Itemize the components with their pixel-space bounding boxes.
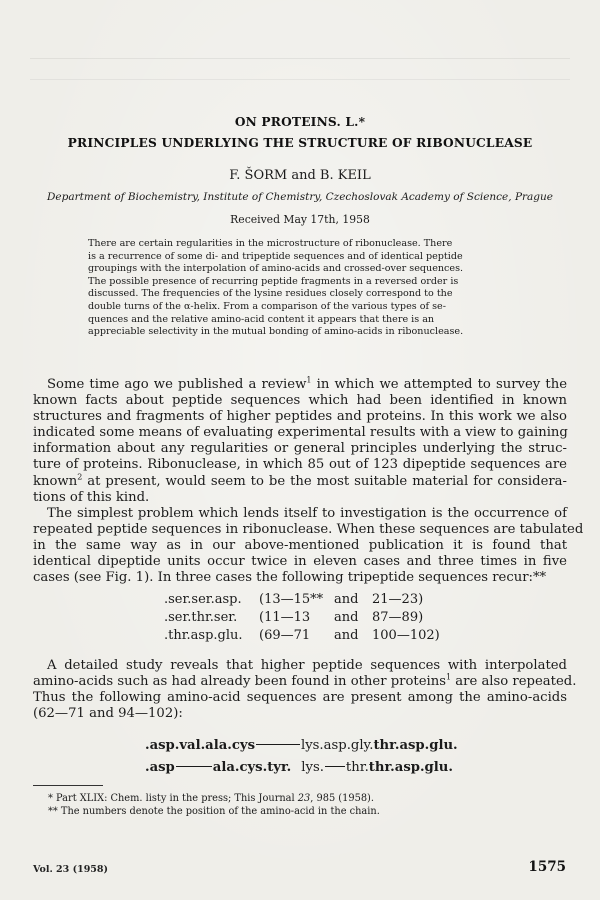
footnote-text: The numbers denote the position of the amino-acid in the chain. bbox=[60, 806, 380, 817]
show-through-ghost bbox=[30, 58, 570, 80]
tripeptide-position-2: 21—23) bbox=[372, 592, 424, 607]
body-line: known$^2$ at present, would seem to be the most suitable material for considera- bbox=[33, 472, 567, 489]
body-paragraph-1 bbox=[33, 377, 567, 506]
reference-mark: 2 bbox=[77, 472, 83, 482]
abstract-line: The possible presence of recurring peptide fragments in a reversed order is bbox=[88, 275, 459, 287]
footnote-tail: , 985 (1958). bbox=[310, 793, 374, 804]
tripeptide-sequence: .ser.ser.asp. bbox=[164, 592, 242, 607]
tripeptide-position-1: (11—13 bbox=[259, 610, 311, 625]
body-line: cases (see Fig. 1). In three cases the following tripeptide sequences recur:** bbox=[33, 570, 547, 586]
abstract-line: is a recurrence of some di- and tripeptide sequences and of identical peptide bbox=[88, 250, 463, 262]
body-line: amino-acids such as had already been found in other proteins$^1$ are also repeated. bbox=[33, 672, 577, 690]
footnote-volume: 23 bbox=[297, 793, 311, 804]
abstract-line: discussed. The frequencies of the lysine residues closely correspond to the bbox=[88, 288, 453, 300]
footnote-2 bbox=[48, 806, 380, 818]
abstract bbox=[88, 238, 512, 339]
interpolation-dash bbox=[256, 744, 300, 745]
body-line: (62—71 and 94—102): bbox=[33, 706, 183, 722]
abstract-line: quences and the relative amino-acid content it appears that there is an bbox=[88, 313, 435, 325]
interpolation-dash bbox=[325, 766, 345, 767]
footnote-text: Part XLIX: Chem. listy in the press; This Journal bbox=[56, 793, 298, 804]
body-line: The simplest problem which lends itself to investigation is the occurrence of bbox=[47, 506, 567, 521]
interpolation-dash bbox=[176, 766, 212, 767]
body-line: tions of this kind. bbox=[33, 489, 150, 505]
sequence-segment: lys.asp.gly.thr.asp.glu. bbox=[301, 738, 458, 753]
body-line: repeated peptide sequences in ribonuclease. When these sequences are tabulated bbox=[33, 522, 584, 538]
body-paragraph-3 bbox=[33, 658, 577, 722]
body-line: structures and fragments of higher peptides and proteins. In this work we also bbox=[33, 409, 567, 425]
body-line: in the same way as in our above-mentioned publication it is found that bbox=[33, 538, 567, 554]
body-line: information about any regularities or general principles underlying the struc- bbox=[33, 441, 567, 457]
received-date: Received May 17th, 1958 bbox=[230, 213, 370, 226]
volume-label: Vol. 23 (1958) bbox=[33, 864, 109, 875]
tripeptide-table bbox=[164, 591, 442, 645]
amino-acid-row-2 bbox=[145, 757, 458, 779]
tripeptide-position-1: (13—15** bbox=[259, 592, 324, 607]
footnote-mark: ** bbox=[48, 806, 58, 817]
tripeptide-position-2: 87—89) bbox=[372, 610, 424, 625]
tripeptide-position-1: (69—71 bbox=[259, 628, 311, 643]
sequence-segment: thr.thr.asp.glu. bbox=[345, 760, 453, 775]
amino-acid-row-1 bbox=[145, 735, 458, 757]
tripeptide-row bbox=[164, 627, 442, 645]
body-line: identical dipeptide units occur twice in eleven cases and three times in five bbox=[33, 554, 567, 570]
tripeptide-row bbox=[164, 609, 442, 627]
body-line: indicated some means of evaluating experimental results with a view to gaining bbox=[33, 425, 568, 441]
body-paragraph-2 bbox=[33, 506, 584, 586]
abstract-line: double turns of the α-helix. From a comparison of the various types of se- bbox=[88, 300, 446, 312]
tripeptide-and: and bbox=[334, 610, 359, 625]
footnote-1 bbox=[48, 793, 374, 805]
tripeptide-position-2: 100—102) bbox=[372, 628, 440, 643]
body-line: Some time ago we published a review$^1$ in which we attempted to survey the bbox=[47, 375, 567, 392]
body-line: Thus the following amino-acid sequences are present among the amino-acids bbox=[33, 690, 567, 706]
body-line: known facts about peptide sequences which had been identified in known bbox=[33, 393, 567, 409]
abstract-line: groupings with the interpolation of amino-acids and crossed-over sequences. bbox=[88, 263, 464, 275]
footnote-mark: * bbox=[48, 793, 53, 804]
article-title-line1: ON PROTEINS. L.* bbox=[234, 115, 366, 129]
tripeptide-row bbox=[164, 591, 442, 609]
body-line: A detailed study reveals that higher peptide sequences with interpolated bbox=[47, 658, 567, 673]
reference-mark: 1 bbox=[306, 375, 312, 385]
body-line: ture of proteins. Ribonuclease, in which 85 out of 123 dipeptide sequences are bbox=[33, 457, 567, 473]
sequence-segment: lys. bbox=[301, 760, 324, 775]
reference-mark: 1 bbox=[446, 672, 452, 682]
abstract-line: There are certain regularities in the microstructure of ribonuclease. There bbox=[88, 238, 453, 249]
authors: F. ŠORM and B. KEIL bbox=[229, 168, 371, 183]
sequence-segment: ala.cys.tyr. bbox=[212, 760, 292, 775]
affiliation: Department of Biochemistry, Institute of Chemistry, Czechoslovak Academy of Science, Prague bbox=[47, 191, 553, 203]
abstract-line: appreciable selectivity in the mutual bonding of amino-acids in ribonuclease. bbox=[88, 326, 464, 338]
tripeptide-and: and bbox=[334, 628, 359, 643]
article-title-line2: PRINCIPLES UNDERLYING THE STRUCTURE OF RIBONUCLEASE bbox=[67, 136, 533, 150]
sequence-segment: .asp bbox=[145, 760, 175, 775]
footnote-rule bbox=[33, 785, 103, 786]
tripeptide-sequence: .thr.asp.glu. bbox=[164, 628, 243, 643]
tripeptide-and: and bbox=[334, 592, 359, 607]
page-number: 1575 bbox=[528, 859, 566, 875]
tripeptide-sequence: .ser.thr.ser. bbox=[164, 610, 238, 625]
amino-acid-sequences bbox=[145, 735, 458, 779]
sequence-segment: .asp.val.ala.cys bbox=[145, 738, 255, 753]
